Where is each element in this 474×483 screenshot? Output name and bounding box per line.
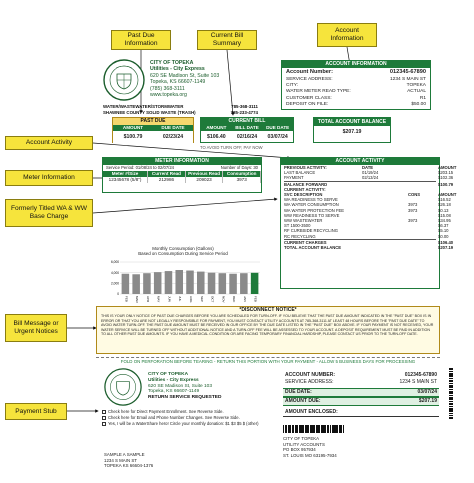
account-activity-box	[280, 157, 457, 289]
past-due-amount-header: AMOUNT	[113, 125, 153, 131]
meter-info-title: METER INFORMATION	[103, 158, 261, 165]
return-service-text: RETURN SERVICE REQUESTED	[148, 395, 222, 401]
chart-x-tick-label: JUL	[178, 296, 183, 302]
account-info-box	[281, 60, 431, 110]
strip-bar	[449, 417, 453, 419]
payment-barcode	[283, 425, 373, 433]
total-balance-title: TOTAL ACCOUNT BALANCE	[314, 118, 390, 126]
chart-x-tick-label: OCT	[210, 296, 215, 303]
account-number: 012345-67890	[389, 69, 426, 75]
current-bill-date: 02/16/24	[236, 134, 258, 140]
vertical-scan-strip	[449, 368, 453, 428]
activity-row: ST 1500-3500 $6.37	[284, 223, 449, 229]
past-due-title: PAST DUE	[113, 118, 193, 125]
fold-instruction: FOLD ON PERFORATION BEFORE TEARING - RETURN THIS PORTION WITH YOUR PAYMENT - ALLOW 5 BUSINESS DAYS FOR PROCESSING	[96, 357, 440, 365]
customer-mailing-address: SAMPLE A SAMPLE 1234 S MAIN ST TOPEKA KS 66604-1376	[104, 452, 154, 469]
past-due-date-header: DUE DATE	[153, 125, 193, 131]
callout-meter-info: Meter Information	[5, 170, 93, 186]
activity-row: WA READINESS TO SERVE $16.52	[284, 197, 451, 203]
chart-bar	[132, 274, 140, 294]
meter-period-row: Service Period: 01/08/24 to 02/07/24 Number of Days: 30	[106, 165, 258, 170]
stub-account-number-row: ACCOUNT NUMBER: 012345-67890	[285, 372, 437, 378]
total-balance-box	[313, 117, 391, 143]
meter-table	[103, 171, 261, 183]
chart-x-tick-label: MAY	[156, 296, 161, 303]
meter-col-header: Meter #/Size	[103, 171, 148, 177]
disconnect-notice	[96, 306, 440, 354]
strip-bar	[449, 380, 453, 382]
chart-x-tick-label: DEC	[232, 296, 237, 303]
chart-y-tick-label: 2,000	[111, 281, 119, 286]
chart-bar	[175, 270, 183, 294]
company-website[interactable]: www.topeka.org	[150, 92, 187, 99]
consumption-chart	[102, 258, 264, 304]
chart-y-tick-label: 0	[117, 292, 119, 297]
total-balance-amount: $207.19	[342, 129, 362, 135]
account-info-row: WATER METER READ TYPE: ACTUAL	[286, 89, 426, 95]
company-address-1: 620 SE Madison St, Suite 103	[150, 72, 220, 79]
stub-checkbox-list	[102, 409, 259, 427]
chart-x-tick-label: SEP	[199, 296, 204, 303]
chart-x-tick-label: APR	[145, 296, 150, 303]
barcode-bar	[343, 425, 344, 433]
chart-x-tick-label: JAN	[242, 296, 247, 302]
chart-bar	[229, 274, 237, 294]
watershare-donation-checkbox[interactable]: Yes, I will be a WaterShare hero! Circle your monthly donation: $1 $3 $5 $ (other)	[102, 421, 259, 427]
callout-bill-message: Bill Message or Urgent Notices	[5, 314, 67, 342]
meter-col-header: Previous Read	[186, 171, 224, 177]
notice-title: *DISCONNECT NOTICE*	[239, 307, 297, 313]
chart-bar	[208, 273, 216, 294]
strip-bar	[449, 398, 453, 400]
current-bill-amount: $106.40	[206, 134, 226, 140]
activity-header-row: PREVIOUS ACTIVITY: DATE AMOUNT	[284, 165, 457, 170]
chart-x-tick-label: FEB	[124, 296, 129, 302]
activity-row: PAYMENT 02/13/24 $102.36	[284, 175, 454, 181]
stub-due-date-row: DUE DATE: 03/07/24	[285, 389, 437, 395]
email-phone-change-checkbox[interactable]: Check here for Email and Phone Number Changes. See Reverse Side.	[102, 415, 259, 421]
activity-row: WW READINESS TO SERVE $15.08	[284, 212, 451, 218]
meter-cell: 3973	[223, 177, 261, 183]
current-charges-row: CURRENT CHARGES $106.40	[284, 239, 454, 245]
chart-bar	[143, 273, 151, 294]
account-number-row: Account Number: 012345-67890	[286, 69, 426, 75]
strip-bar	[449, 409, 453, 412]
stub-service-address-row: SERVICE ADDRESS: 1234 S MAIN ST	[285, 379, 437, 385]
chart-bar	[219, 273, 227, 294]
meter-col-header: Current Read	[148, 171, 186, 177]
current-bill-due-header: DUE DATE	[262, 125, 293, 131]
activity-row: RC RECYCLING $0.00	[284, 233, 449, 239]
stub-amount-due-row: AMOUNT DUE: $207.19	[285, 398, 437, 404]
stub-summary	[283, 372, 439, 417]
current-bill-title: CURRENT BILL	[201, 118, 293, 125]
city-seal-logo	[103, 59, 145, 101]
chart-bar	[197, 272, 205, 294]
current-bill-box	[200, 117, 294, 143]
chart-subtitle: Based on Consumption During Service Period	[138, 251, 228, 257]
chart-bar	[240, 273, 248, 294]
account-info-row: DEPOSIT ON FILE: $50.00	[286, 101, 426, 107]
consumption-chart-caption	[102, 246, 264, 257]
chart-y-tick-label: 6,000	[111, 260, 119, 265]
company-phone: (785) 368-3111	[150, 85, 185, 92]
stub-city-seal-logo	[104, 368, 142, 406]
past-due-date: 02/23/24	[153, 131, 193, 143]
activity-row: LAST BALANCE 01/19/24 $203.15	[284, 170, 454, 176]
callout-current-bill: Current Bill Summary	[197, 30, 257, 50]
account-info-row: CUSTOMER CLASS: R1	[286, 95, 426, 101]
notice-body: THIS IS YOUR ONLY NOTICE OF PAST DUE CHARGES BEFORE YOU ARE SCHEDULED FOR TURN-OFF. IF YOU BELIEVE THAT THE PAST DUE AMOUNT INDICATED IN THE "PAST DUE" BOX IS IN ERROR OR THAT YOU ARE NOT LEGALLY RESPONSIBLE FOR PAYMENT, YOU MUST CONTACT UTILITY ACCOUNTS AT 785-368-3111 AT LEAST 48 HOURS BEFORE THE "PAST DUE DATE" TO AVOID WATER TURN-OFF. THE PAST DUE AMOUNT MUST BE RECEIVED IN OUR OFFICE BY THE DUE DATE LISTED IN THE "PAST DUE" BOX ABOVE. IF YOUR PAYMENT IS NOT RECEIVED, YOUR WATER SERVICE WILL BE TURNED OFF WITHOUT ADDITIONAL NOTICE AND A TURN-OFF FEE WILL BE ASSESSED TO YOUR ACCOUNT. A DEPOSIT REQUIREMENT MUST BE PAID IN ADDITION TO ALL OTHER PAST DUE AMOUNTS. IF YOU HAVE A MEDICAL CONDITION OR ARE FACING TEMPORARY FINANCIAL HARDSHIP, PLEASE CONTACT US PRIOR TO THE TURN-OFF DATE.	[101, 314, 434, 337]
chart-bar	[165, 271, 173, 294]
callout-account-info: Account Information	[317, 23, 377, 47]
meter-period: 01/08/24 to 02/07/24	[135, 165, 174, 170]
chart-bar	[122, 274, 130, 294]
direct-payment-checkbox[interactable]: Check here for Direct Payment Enrollment. See Reverse Side.	[102, 409, 259, 415]
chart-y-tick-label: 4,000	[111, 270, 119, 275]
current-activity-label: CURRENT ACTIVITY:	[284, 186, 326, 192]
strip-bar	[449, 386, 453, 388]
activity-row: WW WASTEWATER 3973 $34.95	[284, 218, 451, 224]
meter-info-box	[102, 157, 262, 193]
current-bill-date-header: BILL DATE	[232, 125, 263, 131]
service-phone-row: WATER/WASTEWATER/STORMWATER 785-368-3111	[103, 104, 258, 109]
company-name: CITY OF TOPEKA	[150, 60, 194, 66]
account-info-title: ACCOUNT INFORMATION	[282, 61, 430, 68]
callout-formerly-titled: Formerly Titled WA & WW Base Charge	[5, 199, 93, 227]
activity-row: RF CURBSIDE RECYCLING $5.10	[284, 228, 449, 234]
current-bill-due-date: 03/07/24	[267, 134, 288, 140]
chart-bar	[186, 271, 194, 294]
meter-cell: 209023	[186, 177, 224, 183]
meter-days: 30	[253, 165, 258, 170]
account-info-row: CITY: TOPEKA	[286, 83, 426, 89]
chart-x-tick-label: JUN	[167, 296, 172, 302]
past-due-amount: $100.79	[113, 131, 153, 143]
chart-bar	[251, 273, 259, 294]
company-block	[150, 60, 219, 98]
meter-col-header: Consumption	[223, 171, 261, 177]
current-bill-amount-header: AMOUNT	[201, 125, 232, 131]
chart-x-tick-label: MAR	[135, 296, 140, 303]
activity-row: WA WATER CONSUMPTION 3973 $26.18	[284, 202, 451, 208]
account-info-row: SERVICE ADDRESS: 1234 S MAIN ST	[286, 77, 426, 82]
service-phone-list	[103, 104, 258, 115]
strip-bar	[449, 403, 453, 405]
chart-title: Monthly Consumption (Gallons)	[152, 246, 214, 251]
strip-bar	[449, 368, 453, 370]
callout-payment-stub: Payment Stub	[5, 403, 67, 420]
balance-forward-row: BALANCE FORWARD $100.79	[284, 181, 454, 187]
avoid-turnoff-text: TO AVOID TURN OFF, PAY NOW	[200, 145, 263, 150]
account-activity-title: ACCOUNT ACTIVITY	[281, 158, 439, 165]
chart-x-tick-label: FEB	[253, 296, 258, 302]
callout-account-activity: Account Activity	[5, 136, 93, 150]
callout-past-due: Past Due Information	[111, 30, 171, 50]
chart-x-tick-label: NOV	[221, 296, 226, 303]
amount-enclosed-field[interactable]: AMOUNT ENCLOSED:	[283, 409, 439, 417]
past-due-box	[112, 117, 194, 143]
remit-address: CITY OF TOPEKA UTILITY ACCOUNTS PO BOX 957934 ST. LOUIS MO 63195-7934	[283, 436, 337, 458]
activity-row: WA WATER PROTECTION FEE 3973 $0.13	[284, 207, 449, 213]
strip-bar	[449, 374, 453, 377]
stub-company-block: CITY OF TOPEKA Utilities - City Express 620 SE Madison St, Suite 103 Topeka, KS 66607-1149 RETURN SERVICE REQUESTED	[148, 372, 222, 401]
chart-x-tick-label: AUG	[189, 296, 193, 303]
strip-bar	[449, 391, 453, 394]
total-account-balance-row: TOTAL ACCOUNT BALANCE $207.19	[284, 245, 454, 251]
chart-bar	[154, 272, 162, 294]
activity-header-row: SVC DESCRIPTION CONS AMOUNT	[284, 192, 457, 198]
company-address-2: Topeka, KS 66607-1149	[150, 79, 206, 86]
service-phone-row: SHAWNEE COUNTY SOLID WASTE (TRASH) 785-233-4774	[103, 109, 258, 115]
meter-cell: 12345678 (5/8")	[103, 177, 148, 183]
company-division: Utilities - City Express	[150, 66, 205, 73]
meter-cell: 212986	[148, 177, 186, 183]
